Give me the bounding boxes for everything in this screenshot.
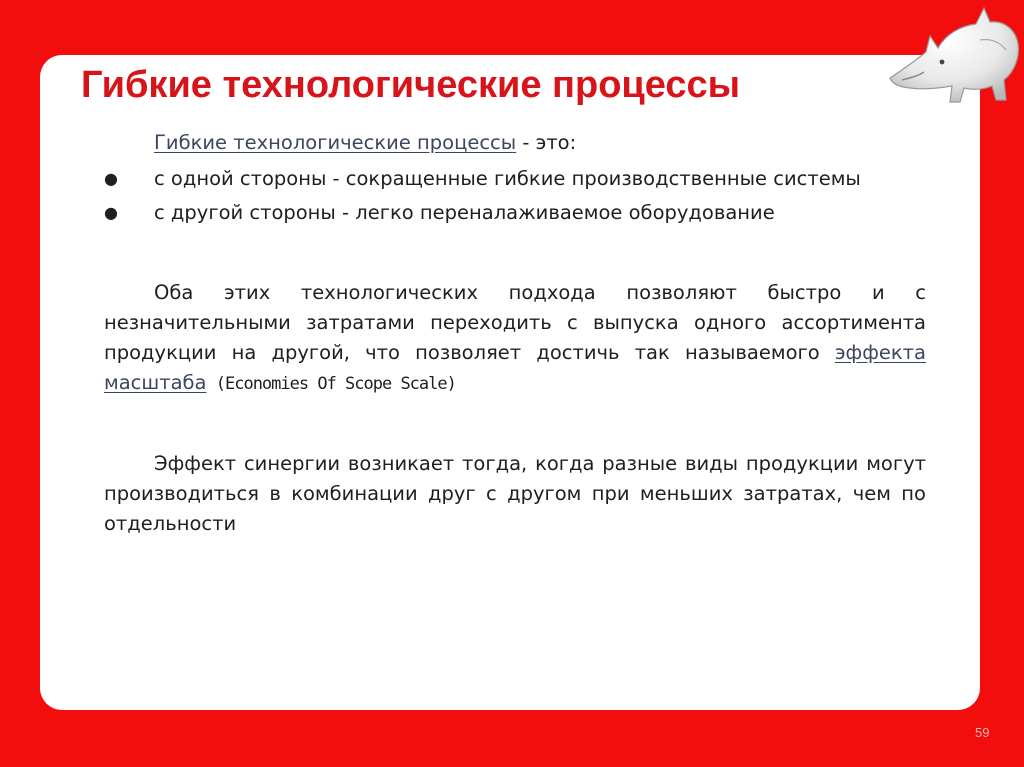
bullet-list xyxy=(104,164,926,228)
definition-link[interactable]: Гибкие технологические процессы xyxy=(154,131,517,154)
paragraph-text: Оба этих технологических подхода позволяют быстро и с незначительными затратами переходить с выпуска одного ассортимента продукции на другой, что позволяет достичь так называемого xyxy=(104,281,926,364)
rhino-logo xyxy=(880,0,1024,108)
bullet-icon: ● xyxy=(104,203,118,222)
scope-term: (Economies Of Scope Scale) xyxy=(206,374,456,394)
synergy-paragraph: Эффект синергии возникает тогда, когда разные виды продукции могут производиться в комбинации друг с другом при меньших затратах, чем по отдельности xyxy=(104,452,926,535)
bullet-text: с одной стороны - сокращенные гибкие производственные системы xyxy=(154,167,861,190)
page-number: 59 xyxy=(975,725,990,740)
economies-of-scope-paragraph xyxy=(104,278,926,399)
bullet-icon: ● xyxy=(104,169,118,188)
intro-line xyxy=(104,128,926,158)
scale-effect-link[interactable]: эффекта масштаба xyxy=(104,341,926,394)
bullet-text: с другой стороны - легко переналаживаемое оборудование xyxy=(154,201,775,224)
slide-title: Гибкие технологические процессы xyxy=(81,64,741,106)
slide-body xyxy=(104,128,926,539)
bullet-item-one-side xyxy=(104,164,926,194)
intro-suffix: - это: xyxy=(516,131,577,154)
bullet-item-other-side xyxy=(104,198,926,228)
